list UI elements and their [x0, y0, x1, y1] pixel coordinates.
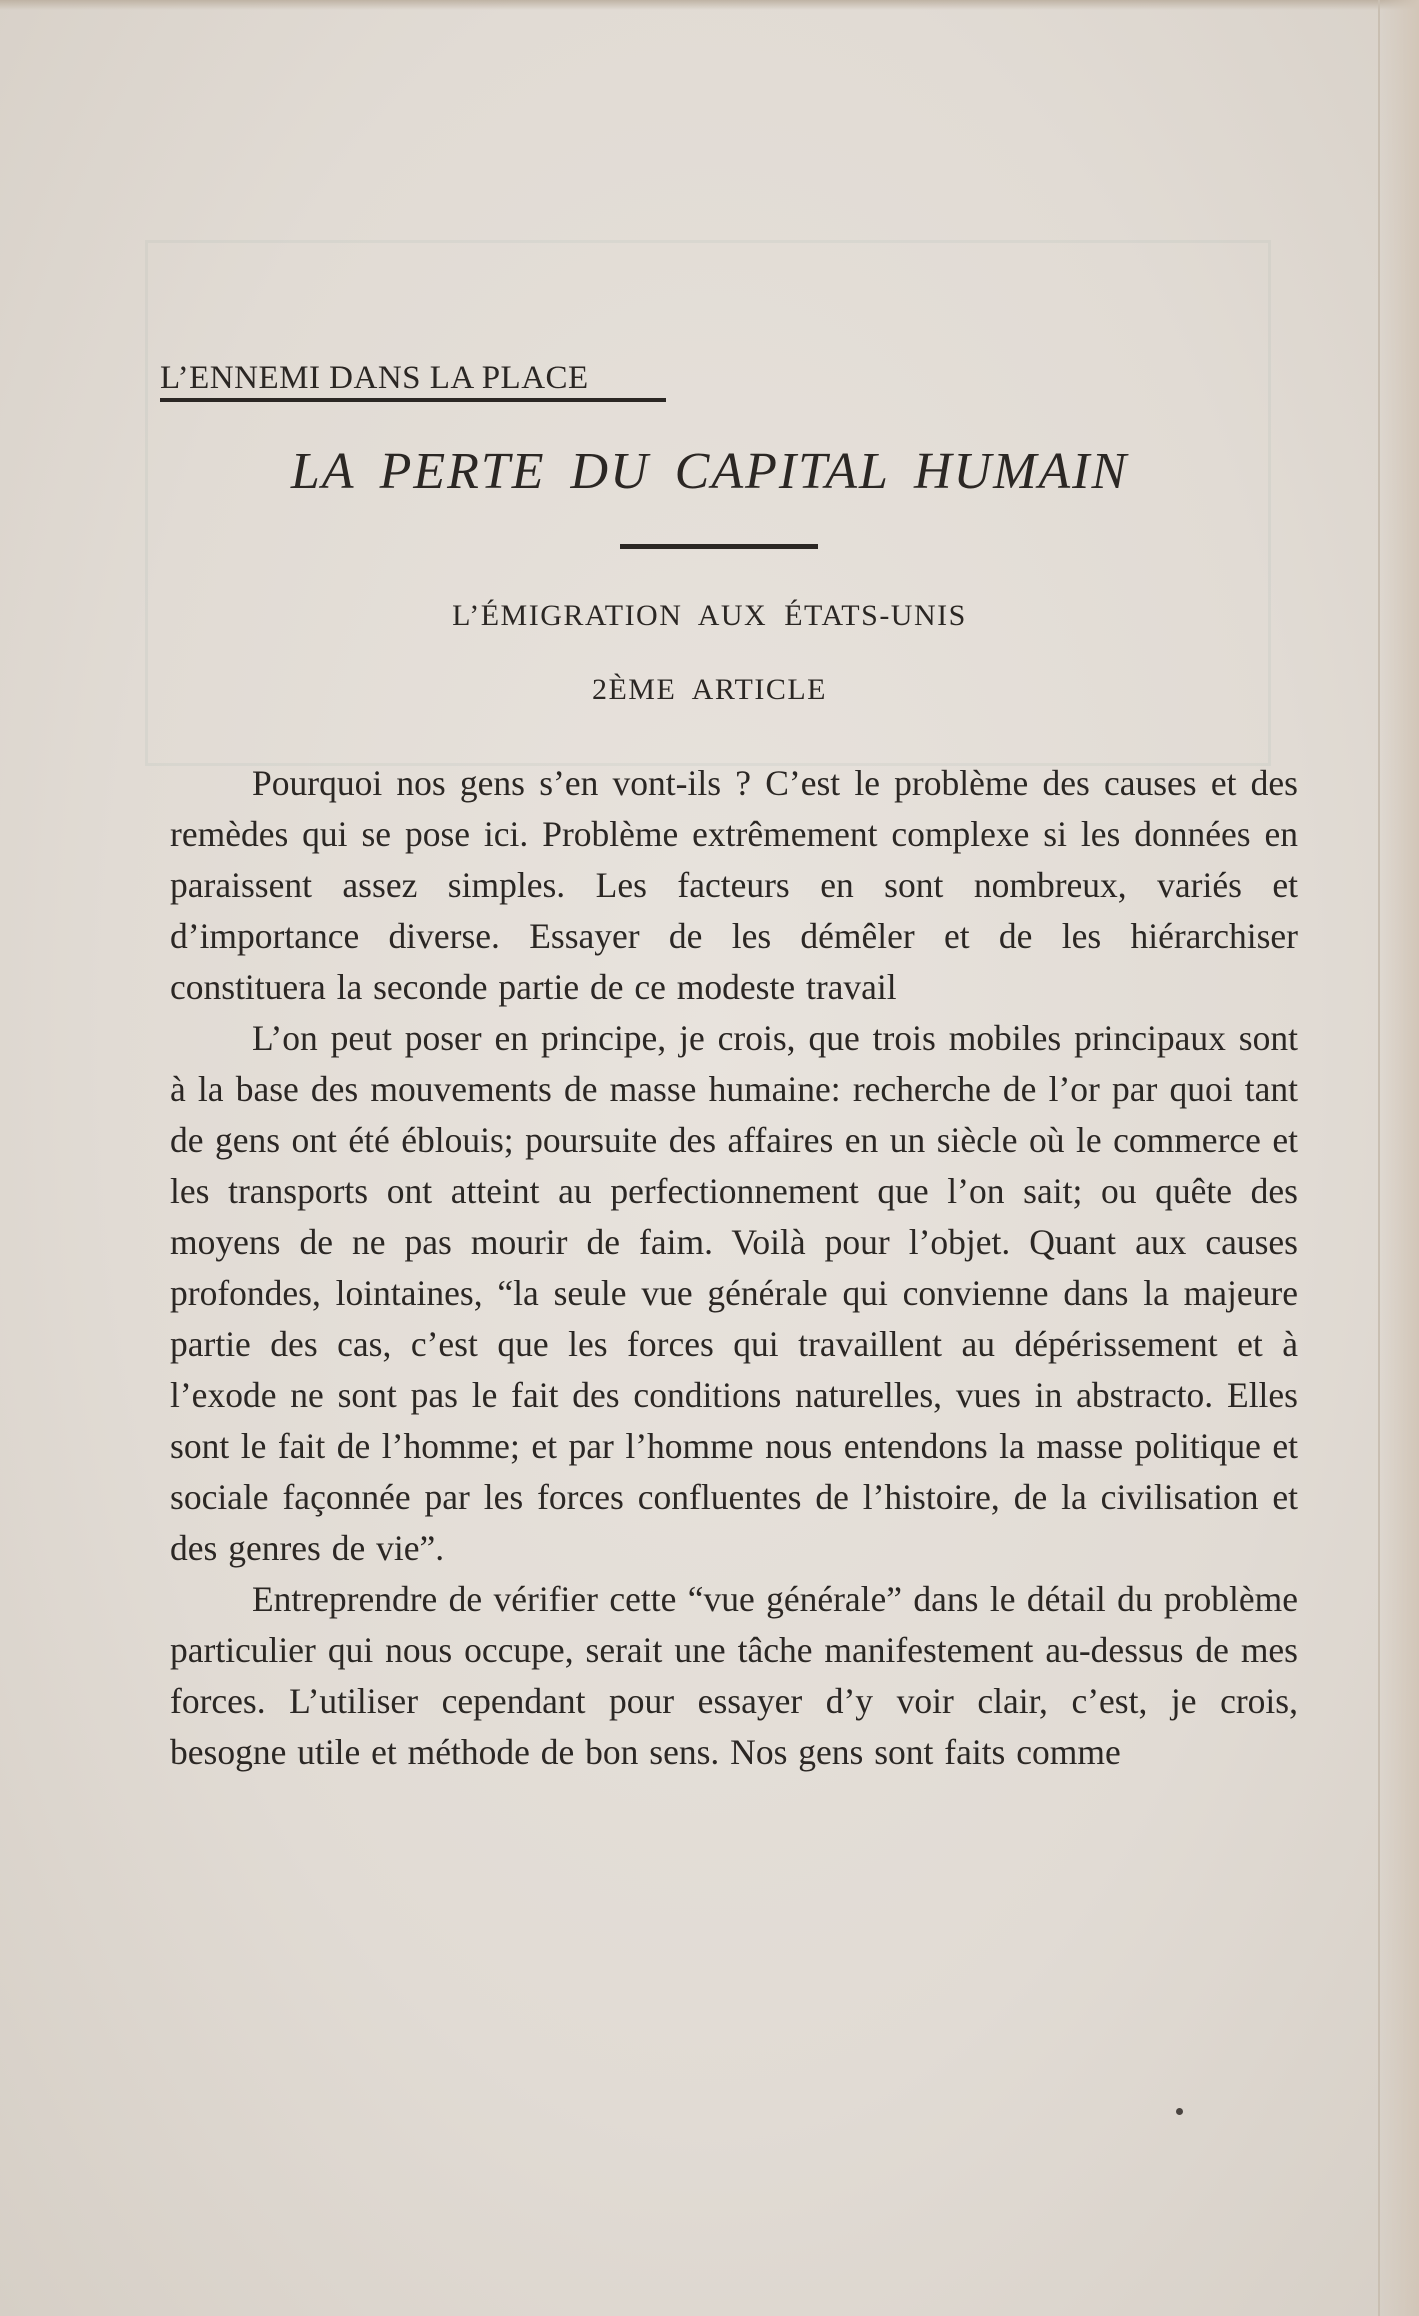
section-heading: L’ENNEMI DANS LA PLACE: [160, 360, 589, 396]
paper-right-edge: [1379, 0, 1419, 2316]
ink-speck: [1176, 2108, 1183, 2115]
title-divider: [620, 544, 818, 549]
paper-top-edge: [0, 0, 1419, 10]
article-number: 2ÈME ARTICLE: [591, 673, 828, 706]
paper-fold-line: [1378, 0, 1380, 2316]
paragraph-2: L’on peut poser en principe, je crois, que trois mobiles principaux sont à la base des mouvements de masse humaine: recherche de l’or par quoi tant de gens ont été éblouis; poursuite des affaires en un siècle où le commerce et les transports ont atteint au perfectionnement que l’on sait; ou quête des moyens de ne pas mourir de faim. Voilà pour l’objet. Quant aux causes profondes, lointaines, “la seule vue générale qui convienne dans la majeure partie des cas, c’est que les forces qui travaillent au dépérissement et à l’exode ne sont pas le fait des conditions naturelles, vues in abstracto. Elles sont le fait de l’homme; et par l’homme nous entendons la masse politique et sociale façonnée par les forces confluentes de l’histoire, de la civilisation et des genres de vie”.: [170, 1018, 1298, 1568]
article-title: LA PERTE DU CAPITAL HUMAIN: [290, 443, 1129, 500]
article-subtitle: L’ÉMIGRATION AUX ÉTATS-UNIS: [452, 599, 967, 632]
article-body: [170, 758, 1298, 1778]
paragraph-1: Pourquoi nos gens s’en vont-ils ? C’est le problème des causes et des remèdes qui se pose ici. Problème extrêmement complexe si les données en paraissent assez simples. Les facteurs en sont nombreux, variés et d’importance diverse. Essayer de les démêler et de les hiérarchiser constituera la seconde partie de ce modeste travail: [170, 763, 1298, 1007]
paragraph-3: Entreprendre de vérifier cette “vue générale” dans le détail du problème particulier qui nous occupe, serait une tâche manifestement au-dessus de mes forces. L’utiliser cependant pour essayer d’y voir clair, c’est, je crois, besogne utile et méthode de bon sens. Nos gens sont faits comme: [170, 1579, 1298, 1772]
section-underline: [160, 398, 666, 402]
